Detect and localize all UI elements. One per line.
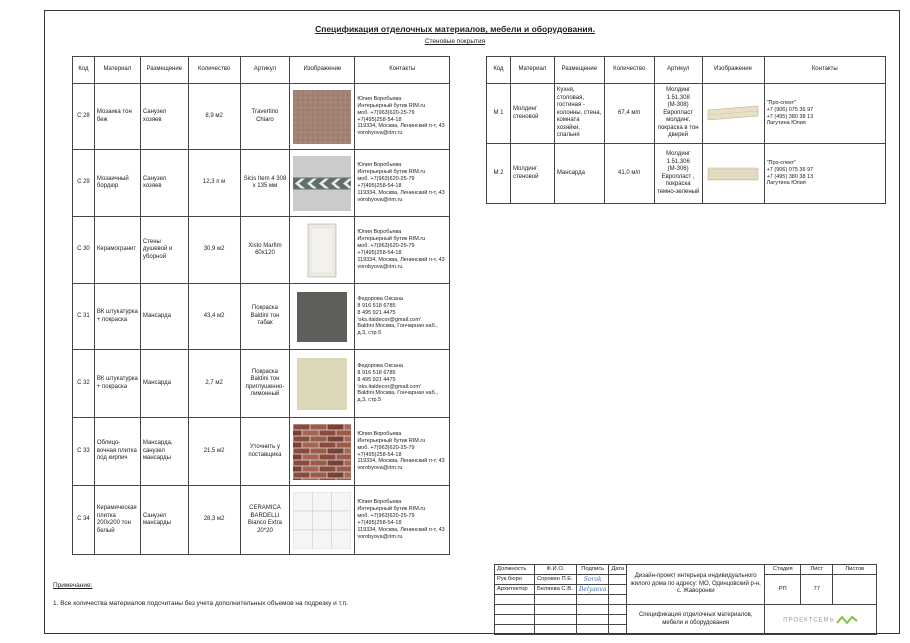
table-row [73, 217, 450, 284]
header-article: Артикул [240, 57, 290, 84]
right-table-header [487, 57, 886, 84]
row-image [290, 284, 355, 350]
row-quantity: 43,4 м2 [188, 284, 240, 350]
row-quantity: 41,0 м/п [604, 144, 654, 204]
row-quantity: 67,4 м/п [604, 84, 654, 144]
stamp-h-date: Дата [609, 565, 627, 575]
row-quantity: 28,3 м2 [188, 486, 240, 555]
row-image [290, 217, 355, 284]
header-contacts: Контакты [764, 57, 885, 84]
row-quantity: 8,9 м2 [188, 84, 240, 150]
row-code: С 29 [73, 150, 95, 217]
brick-tile-swatch-image [293, 424, 351, 480]
header-place: Размещение [554, 57, 604, 84]
logo-text: ПРОЕКТСЕМЬ [783, 617, 835, 624]
row-contacts: "Про-спект" +7 (906) 075 36 97 +7 (495) 380 38 13 Лагутина Юлия [764, 84, 885, 144]
stamp-sheet: 77 [801, 575, 833, 605]
stamp-h-sheet: Лист [801, 565, 833, 575]
table-row [73, 350, 450, 418]
porcelain-tile-swatch-image [293, 223, 351, 278]
table-row [73, 150, 450, 217]
table-row [73, 418, 450, 486]
row-contacts: Юлия Воробьева Интерьерный бутик RIM.ru моб. +7(963)620-25-79 +7(495)258-54-18 119334, Москва, Ленинский п-т, 43 vorobyova@rim.ru [355, 84, 450, 150]
row-article: Молдинг 1.51.306 (М-306) Европласт , покраска темно-зеленый [654, 144, 702, 204]
row-contacts: "Про-спект" +7 (906) 075 36 97 +7 (495) 380 38 13 Лагутина Юлия [764, 144, 885, 204]
table-row [73, 284, 450, 350]
row-contacts: Юлия Воробьева Интерьерный бутик RIM.ru моб. +7(963)620-25-79 +7(495)258-54-18 119334, Москва, Ленинский п-т, 43 vorobyova@rim.ru [355, 217, 450, 284]
header-qty: Количество [604, 57, 654, 84]
row-place: Санузел хозяев [140, 150, 188, 217]
logo-wave-icon [836, 614, 858, 626]
stamp-r2-name: Беляева С.В. [535, 585, 577, 595]
molding-1-swatch-image [706, 90, 760, 138]
row-material: ВК штукатурка + покраска [94, 350, 140, 418]
row-place: Мансарда [140, 350, 188, 418]
row-contacts: Федорова Оксана 8 916 518 6785 8 495 921 4475 'oks.italdecor@gmail.com' Baldini Москва, Гончарная наб., д.3, стр.5 [355, 350, 450, 418]
paint-tobacco-swatch-image [293, 290, 351, 344]
header-material: Материал [510, 57, 554, 84]
table-row [73, 486, 450, 555]
row-material: Керамогранит [94, 217, 140, 284]
header-material: Материал [94, 57, 140, 84]
stamp-h-sign: Подпись [577, 565, 609, 575]
header-article: Артикул [654, 57, 702, 84]
page-subtitle: Стеновые покрытия [424, 38, 486, 45]
row-code: С 31 [73, 284, 95, 350]
stamp-r1-signature: Sorok [577, 575, 609, 585]
mosaic-beige-swatch-image [293, 90, 351, 144]
row-place: Мансарда, санузел мансарды [140, 418, 188, 486]
stamp-h-sheets: Листов [833, 565, 877, 575]
paint-lemon-swatch-image [293, 356, 351, 412]
row-article: Travertino Chiaro [240, 84, 290, 150]
row-contacts: Юлия Воробьева Интерьерный бутик RIM.ru моб. +7(963)620-25-79 +7(495)258-54-18 119334, Москва, Ленинский п-т, 43 vorobyova@rim.ru [355, 486, 450, 555]
table-row [73, 84, 450, 150]
row-place: Санузел мансарды [140, 486, 188, 555]
table-row [487, 144, 886, 204]
company-logo [765, 605, 877, 635]
stamp-r1-role: Рук.бюро [495, 575, 535, 585]
header-image: Изображение [702, 57, 764, 84]
stamp-h-role: Должность [495, 565, 535, 575]
stamp-h-name: Ф.И.О. [535, 565, 577, 575]
title-block [494, 564, 877, 635]
row-material: ВК штукатурка + покраска [94, 284, 140, 350]
stamp-r2-role: Архитектор [495, 585, 535, 595]
header-qty: Количество [188, 57, 240, 84]
row-material: Мозаичный бордюр [94, 150, 140, 217]
row-material: Облицо-вочная плитка под кирпич [94, 418, 140, 486]
row-article: Покраска Baldini тон табак [240, 284, 290, 350]
left-spec-table [72, 56, 450, 555]
row-article: Xisto Marfim 60х120 [240, 217, 290, 284]
row-code: М 1 [487, 84, 511, 144]
row-code: С 30 [73, 217, 95, 284]
stamp-r2-signature: Belyaeva [577, 585, 609, 595]
row-code: М 2 [487, 144, 511, 204]
row-place: Кухня, столовая, гостиная - колонны, стена, комната хозяйки, спальня [554, 84, 604, 144]
notes-text: 1. Все количества материалов подсчитаны без учета дополнительных объемов на подрезку и т.п. [53, 600, 348, 607]
row-material: Мозаика тон беж [94, 84, 140, 150]
header-contacts: Контакты [355, 57, 450, 84]
row-material: Молдинг стеновой [510, 144, 554, 204]
row-image [290, 350, 355, 418]
row-place: Мансарда [140, 284, 188, 350]
row-image [702, 84, 764, 144]
stamp-h-stage: Стадия [765, 565, 801, 575]
right-spec-table [486, 56, 886, 204]
header-code: Код [73, 57, 95, 84]
stamp-doc-title: Спецификация отделочных материалов, мебели и оборудования [627, 605, 765, 635]
row-code: С 34 [73, 486, 95, 555]
header-image: Изображение [290, 57, 355, 84]
row-article: CERAMICA BARDELLI Bianco Extra 20*20 [240, 486, 290, 555]
row-article: Молдинг 1.51.308 (М-308) Европласт молдинг, покраска в тон дверей [654, 84, 702, 144]
row-image [702, 144, 764, 204]
row-material: Молдинг стеновой [510, 84, 554, 144]
row-article: Sicis Item 4 308 х 135 мм [240, 150, 290, 217]
row-code: С 32 [73, 350, 95, 418]
stamp-stage: РП [765, 575, 801, 605]
stamp-project: Дизайн-проект интерьера индивидуального жилого дома по адресу: МО, Одинцовский р-н, с. Жаворонки [627, 565, 765, 605]
notes-title: Примечание: [53, 582, 93, 589]
row-material: Керамическая плитка 200х200 тон белый [94, 486, 140, 555]
row-quantity: 2,7 м2 [188, 350, 240, 418]
row-image [290, 84, 355, 150]
header-code: Код [487, 57, 511, 84]
white-tile-swatch-image [293, 492, 351, 549]
page-title: Спецификация отделочных материалов, мебели и оборудования. [315, 24, 595, 34]
table-row [487, 84, 886, 144]
row-quantity: 21,5 м2 [188, 418, 240, 486]
row-image [290, 418, 355, 486]
row-image [290, 486, 355, 555]
row-code: С 28 [73, 84, 95, 150]
row-contacts: Федорова Оксана 8 916 518 6785 8 495 921 4475 'oks.italdecor@gmail.com' Baldini Москва, Гончарная наб., д.3, стр.5 [355, 284, 450, 350]
row-place: Мансарда [554, 144, 604, 204]
molding-2-swatch-image [706, 150, 760, 198]
row-article: Уточнить у поставщика [240, 418, 290, 486]
row-code: С 33 [73, 418, 95, 486]
stamp-r1-name: Сорокин П.Е. [535, 575, 577, 585]
row-contacts: Юлия Воробьева Интерьерный бутик RIM.ru моб. +7(963)620-25-79 +7(495)258-54-18 119334, Москва, Ленинский п-т, 43 vorobyova@rim.ru [355, 150, 450, 217]
row-place: Стены душевой и уборной [140, 217, 188, 284]
row-quantity: 30,9 м2 [188, 217, 240, 284]
left-table-header [73, 57, 450, 84]
row-contacts: Юлия Воробьева Интерьерный бутик RIM.ru моб. +7(963)620-25-79 +7(495)258-54-18 119334, Москва, Ленинский п-т, 43 vorobyova@rim.ru [355, 418, 450, 486]
header-place: Размещение [140, 57, 188, 84]
mosaic-border-swatch-image [293, 156, 351, 211]
row-place: Санузел хозяев [140, 84, 188, 150]
row-image [290, 150, 355, 217]
row-article: Покраска Baldini тон приглушенно-лимонный [240, 350, 290, 418]
row-quantity: 12,3 п м [188, 150, 240, 217]
